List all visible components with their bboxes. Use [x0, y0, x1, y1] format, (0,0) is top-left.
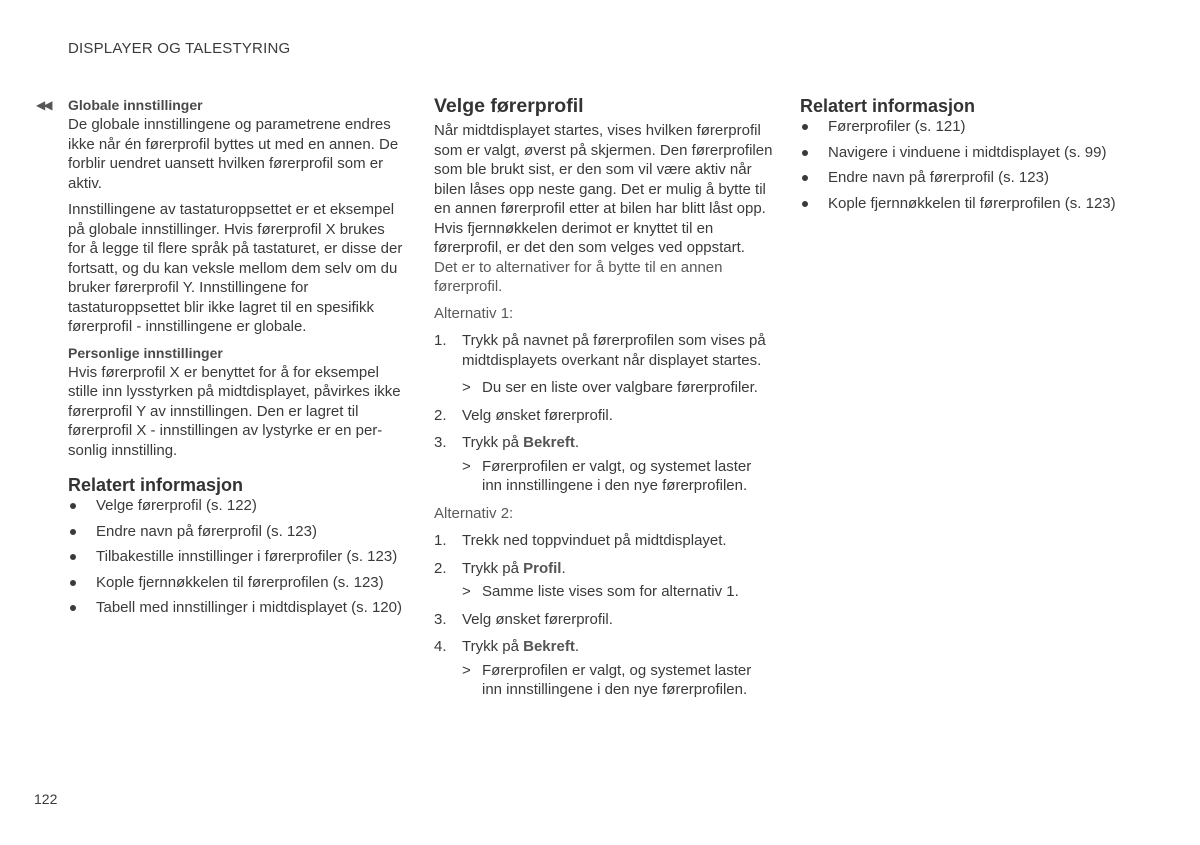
continued-arrow-icon: ◀◀: [36, 98, 51, 112]
related-link-choose-profile[interactable]: Velge førerprofil (s. 122): [68, 496, 403, 516]
step-text: Trykk på: [462, 434, 524, 451]
step-text: Trykk på: [462, 559, 524, 577]
alt1-step-2: [434, 406, 774, 426]
related-info-heading: Relatert informasjon: [800, 96, 976, 116]
step-text: Velg ønsket førerprofil.: [462, 406, 613, 424]
column-2: [434, 96, 774, 708]
running-header: DISPLAYER OG TALESTYRING: [68, 40, 291, 57]
column-3: [800, 96, 1145, 219]
global-settings-heading: Globale innstillinger: [68, 97, 203, 113]
alternative-2-steps-continued: [434, 610, 774, 657]
intro-paragraph-2: Det er to alternativer for å bytte til en annen førerprofil.: [434, 258, 723, 295]
result-marker: >: [462, 379, 471, 396]
related-link-navigate-windows[interactable]: Navigere i vinduene i midtdisplayet (s. 99): [800, 143, 1145, 163]
column-1: [68, 96, 403, 624]
step-number: 3.: [434, 434, 447, 451]
result-marker: >: [462, 457, 471, 475]
result-text: Du ser en liste over valgbare førerprofiler.: [482, 379, 758, 396]
alt2-step-3: [434, 610, 774, 630]
result-text: Førerprofilen er valgt, og systemet laster inn innstillingene i den nye førerprofilen.: [482, 661, 752, 698]
confirm-button-label: Bekreft: [523, 638, 575, 655]
result-marker: >: [462, 583, 471, 600]
step-text: Trykk på: [462, 638, 524, 655]
alternative-1-label: Alternativ 1:: [434, 304, 514, 322]
alt1-step-3: [434, 433, 774, 453]
step-number: 3.: [434, 610, 447, 628]
intro-paragraph: Når midtdisplayet startes, vises hvilken førerprofil som er valgt, øverst på skjermen. Den førerprofilen som ble brukt sist, er den som vil være aktiv når bilen låses opp neste gang. Det er mulig å bytte til en annen førerprofil etter at bilen har blitt låst opp. Hvis fjernnøkkelen derimot er knyttet til en førerprofil, er det den som velges ved oppstart.: [434, 122, 773, 256]
personal-settings-paragraph: Hvis førerprofil X er benyttet for å for eksempel stille inn lysstyrken på midtdisplayet, påvirkes ikke førerprofil Y av innstillingen. Den er lagret til førerprofil X - innstillingen av lystyrke er en personlig innstilling.: [68, 363, 401, 459]
step-text: Trykk på navnet på førerprofilen som vises på midtdisplayets overkant når displayet startes.: [462, 332, 766, 369]
section-heading: Velge førerprofil: [434, 95, 584, 117]
result-text: Førerprofilen er valgt, og systemet laster inn innstillingene i den nye førerprofilen.: [482, 457, 752, 494]
alt2-step-4: [434, 637, 774, 657]
related-link-rename-profile[interactable]: Endre navn på førerprofil (s. 123): [68, 522, 403, 542]
alt1-result-1: [434, 378, 774, 398]
alternative-1-steps-continued: [434, 406, 774, 453]
step-text: Trekk ned toppvinduet på midtdisplayet.: [462, 532, 727, 549]
alt2-step-1: [434, 531, 774, 551]
personal-settings-heading: Personlige innstillinger: [68, 344, 223, 361]
related-link-settings-table[interactable]: Tabell med innstillinger i midtdisplayet (s. 120): [68, 598, 403, 618]
related-link-reset-settings[interactable]: Tilbakestille innstillinger i førerprofiler (s. 123): [68, 547, 403, 567]
alt1-step-1: [434, 331, 774, 370]
related-link-pair-key[interactable]: Kople fjernnøkkelen til førerprofilen (s. 123): [800, 194, 1145, 214]
step-number: 2.: [434, 559, 447, 577]
step-text: Velg ønsket førerprofil.: [462, 610, 613, 628]
alt2-step-2: [434, 559, 774, 579]
page-number: 122: [34, 791, 58, 807]
step-text-end: .: [574, 434, 579, 451]
confirm-button-label: Bekreft: [523, 434, 575, 451]
related-link-driver-profiles[interactable]: Førerprofiler (s. 121): [800, 117, 1145, 137]
alt2-result-2: [434, 582, 774, 602]
global-settings-paragraph-2: Innstillingene av tastaturoppsettet er et eksempel på globale innstillinger. Hvis førerprofil X brukes for å legge til flere språk på tastaturet, er disse der fortsatt, og du kan veksle mellom dem selv om du bruker førerprofil Y. Innstillingene for tastaturoppsettet blir ikke lagret til en spesifikk førerprofil - innstillingene er globale.: [68, 201, 403, 335]
related-info-list: [800, 117, 1145, 213]
alt1-result-3: [434, 457, 774, 496]
step-number: 4.: [434, 638, 447, 655]
global-settings-paragraph-1: De globale innstillingene og parametrene endres ikke når én førerprofil byttes ut med en annen. De forblir uendret uansett hvilken førerprofil som er aktiv.: [68, 116, 399, 192]
result-text: Samme liste vises som for alternativ 1.: [482, 583, 739, 600]
step-text-end: .: [574, 638, 579, 655]
alternative-1-steps: [434, 331, 774, 370]
result-marker: >: [462, 661, 471, 679]
step-number: 1.: [434, 332, 447, 349]
step-text-end: .: [561, 559, 566, 577]
alternative-2-steps: [434, 531, 774, 578]
step-number: 2.: [434, 406, 447, 424]
profile-button-label: Profil: [523, 559, 562, 577]
alt2-result-4: [434, 661, 774, 700]
related-link-rename-profile[interactable]: Endre navn på førerprofil (s. 123): [800, 168, 1145, 188]
related-link-pair-key[interactable]: Kople fjernnøkkelen til førerprofilen (s. 123): [68, 573, 403, 593]
related-info-heading: Relatert informasjon: [68, 475, 244, 495]
step-number: 1.: [434, 532, 447, 549]
related-info-list: [68, 496, 403, 618]
alternative-2-label: Alternativ 2:: [434, 504, 514, 522]
